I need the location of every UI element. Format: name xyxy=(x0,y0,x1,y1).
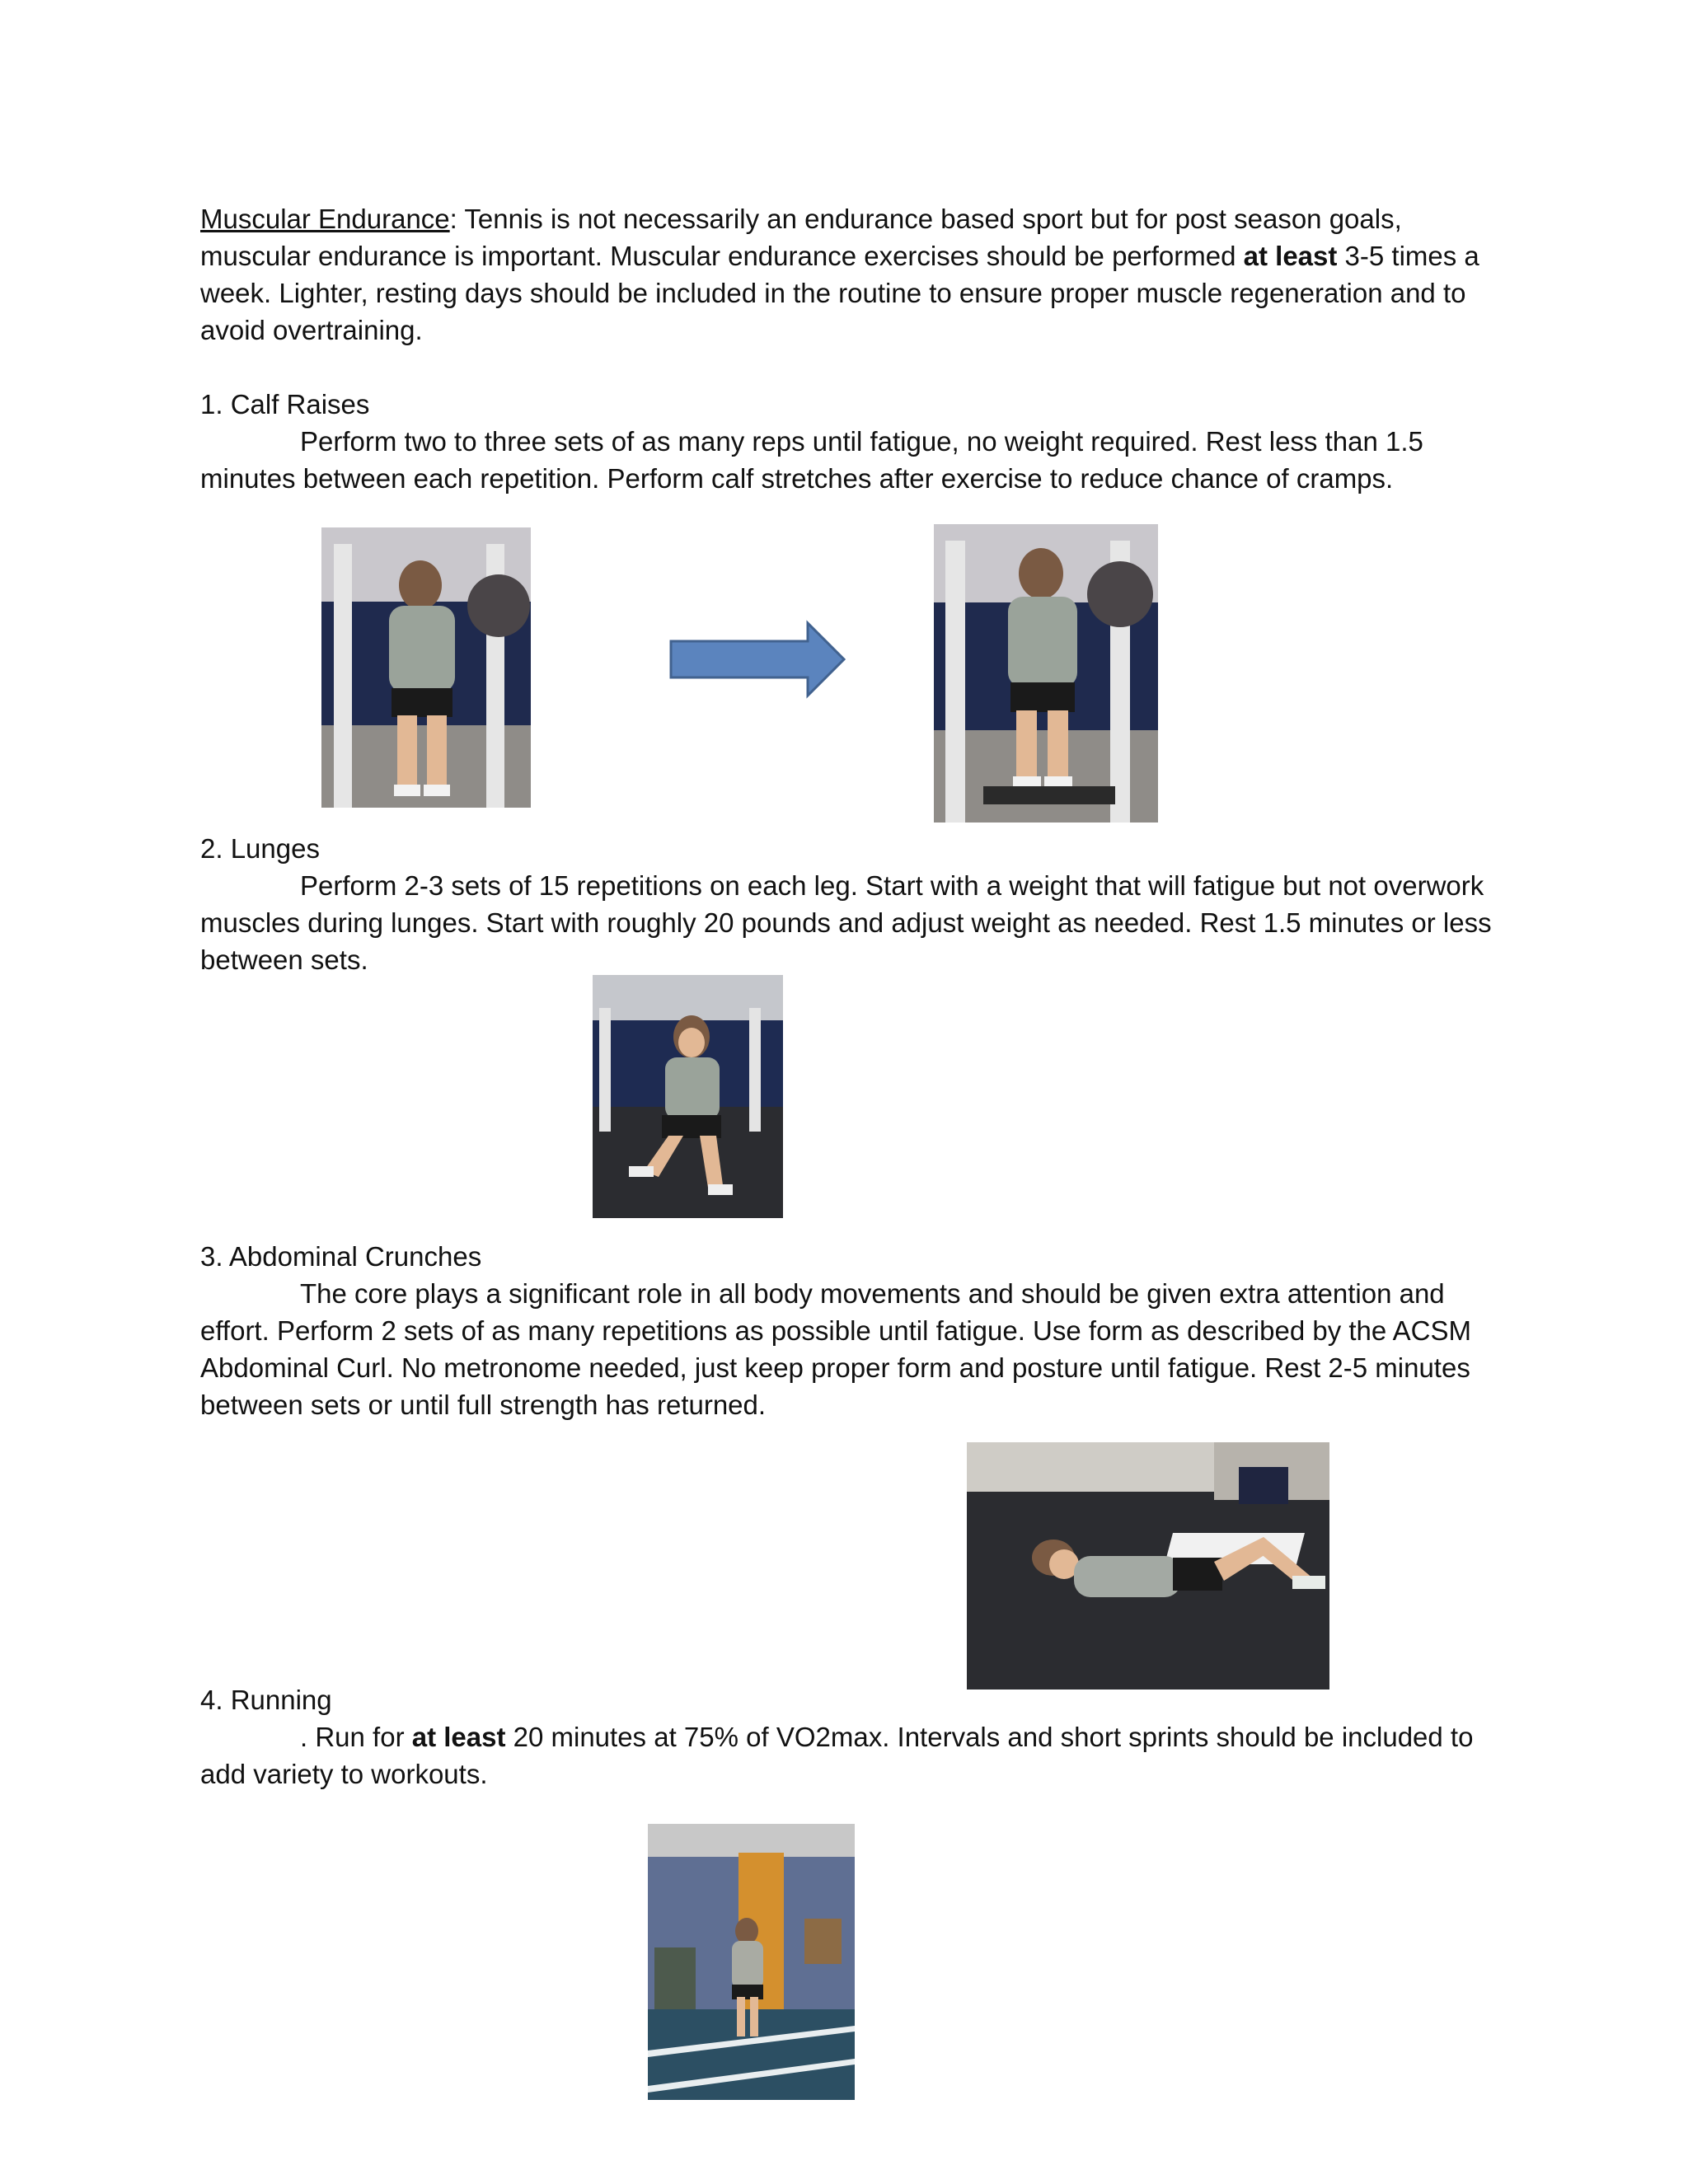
exercise-title-lunges: 2. Lunges xyxy=(200,833,320,864)
calf-raise-finish-photo xyxy=(934,524,1158,823)
exercise-title-running: 4. Running xyxy=(200,1685,332,1715)
exercise-title-calf-raises: 1. Calf Raises xyxy=(200,389,370,419)
intro-bold: at least xyxy=(1243,241,1338,271)
calf-raise-start-photo xyxy=(321,527,531,808)
exercise-title-crunches: 3. Abdominal Crunches xyxy=(200,1241,482,1272)
crunches-photo xyxy=(967,1442,1329,1690)
exercise-body-running: . Run for at least 20 minutes at 75% of VO2max. Intervals and short sprints should be included to add variety to workouts. xyxy=(200,1722,1474,1789)
exercise-body-lunges: Perform 2-3 sets of 15 repetitions on each leg. Start with a weight that will fatigue but not overwork muscles during lunges. Start with roughly 20 pounds and adjust weight as needed. Rest 1.5 minutes or less between sets. xyxy=(200,870,1492,975)
exercise-body-crunches: The core plays a significant role in all body movements and should be given extra attention and effort. Perform 2 sets of as many repetitions as possible until fatigue. Use form as described by the ACSM Abdominal Curl. No metronome needed, just keep proper form and posture until fatigue. Rest 2-5 minutes between sets or until full strength has returned. xyxy=(200,1278,1471,1420)
right-arrow-icon xyxy=(669,620,847,699)
running-photo xyxy=(648,1824,855,2100)
intro-text-a: : Tennis is not necessarily an endurance based sport but for post season goals, muscular endurance is important. Muscular endurance exercises should be performed xyxy=(200,204,1402,271)
exercise-body-calf-raises: Perform two to three sets of as many reps until fatigue, no weight required. Rest less than 1.5 minutes between each repetition. Perform calf stretches after exercise to reduce chance of cramps. xyxy=(200,426,1423,494)
intro-text-b: 3-5 times a week. Lighter, resting days should be included in the routine to ensure proper muscle regeneration and to avoid overtraining. xyxy=(200,241,1479,345)
intro-paragraph xyxy=(200,200,1503,349)
lunges-photo xyxy=(593,975,783,1218)
intro-heading: Muscular Endurance xyxy=(200,204,450,234)
